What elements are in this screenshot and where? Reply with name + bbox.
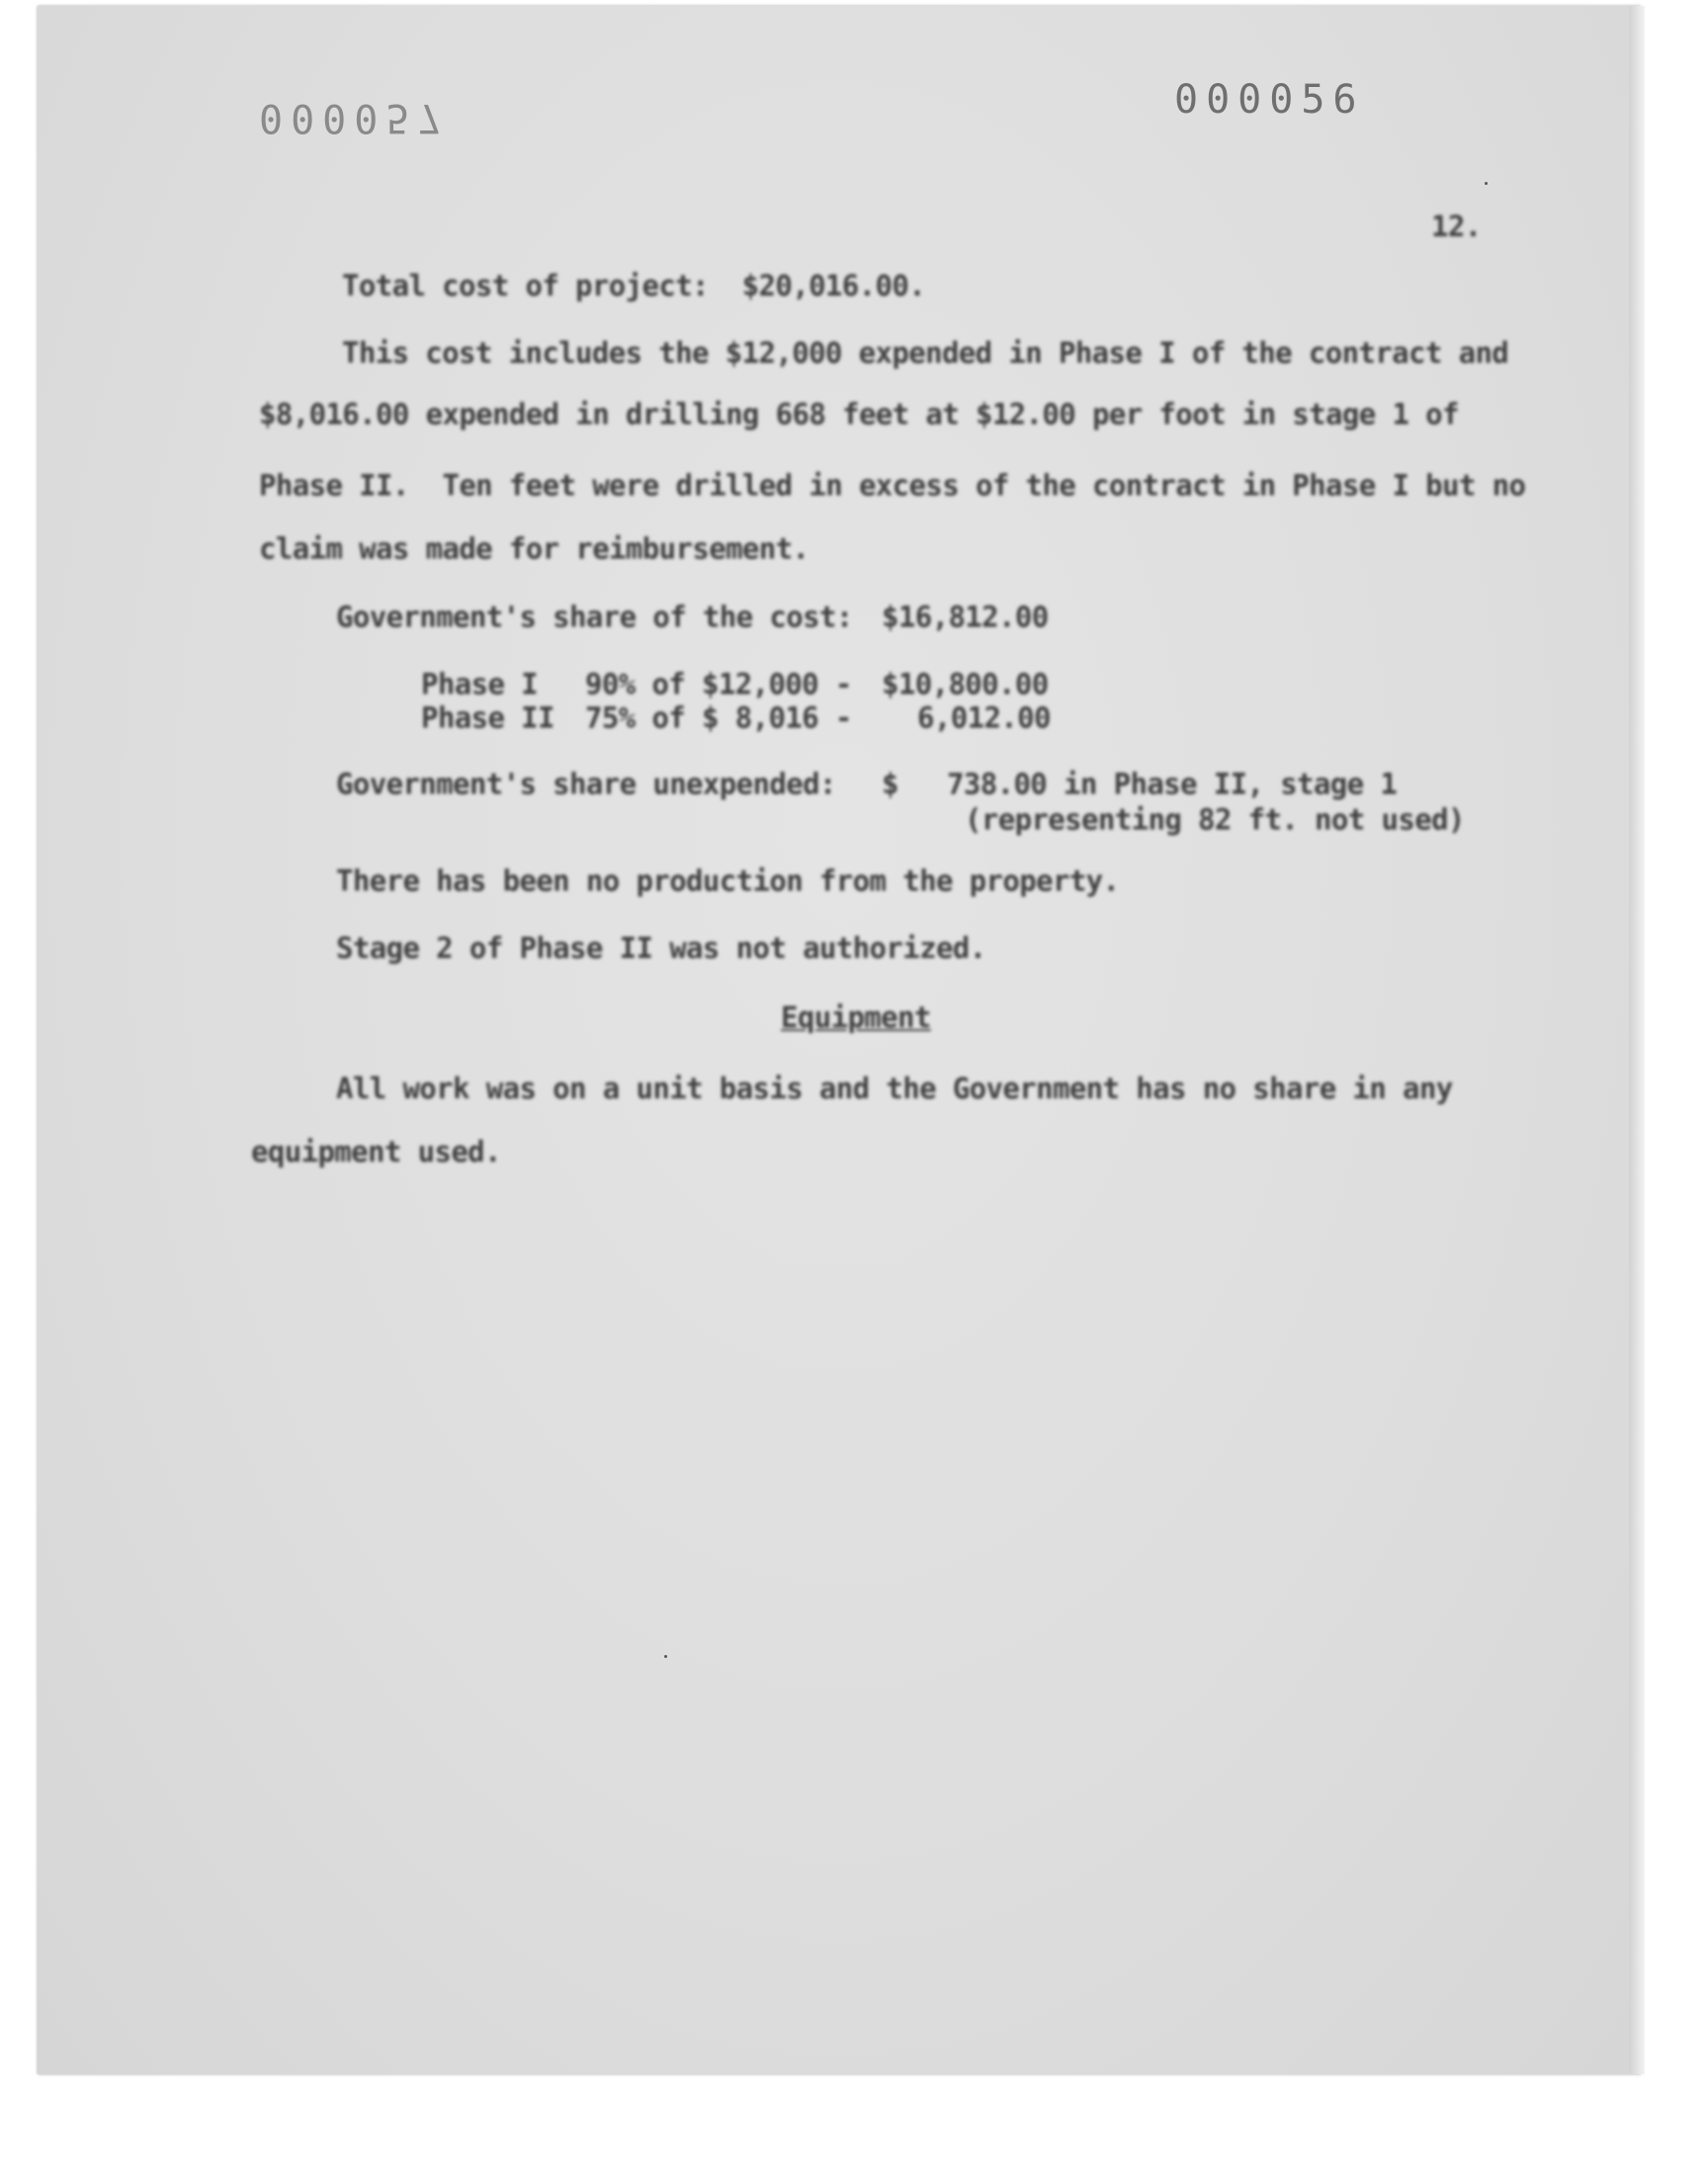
speck-mark (1485, 182, 1488, 185)
phase-row-value: 6,012.00 (917, 701, 1051, 735)
equipment-line: All work was on a unit basis and the Government has no share in any (336, 1072, 1453, 1105)
paragraph-line: $8,016.00 expended in drilling 668 feet at $12.00 per foot in stage 1 of (259, 397, 1459, 431)
paragraph-line: Phase II. Ten feet were drilled in excess of the contract in Phase I but no (259, 469, 1526, 502)
document-page (38, 6, 1641, 2074)
equipment-heading: Equipment (781, 1000, 931, 1034)
speck-mark (664, 1655, 667, 1658)
unexpended-label: Government's share unexpended: (336, 767, 836, 801)
phase-row-name: Phase I (421, 667, 539, 701)
phase-row-name: Phase II (421, 701, 555, 735)
stamp-number-right: 000056 (1174, 77, 1365, 123)
unexpended-value: 738.00 in Phase II, stage 1 (947, 767, 1398, 801)
phase-row-percent: 90% of $12,000 - (585, 667, 852, 701)
paragraph-line: This cost includes the $12,000 expended in Phase I of the contract and (342, 336, 1509, 370)
government-share-label: Government's share of the cost: (336, 600, 853, 634)
phase-row-percent: 75% of $ 8,016 - (585, 701, 852, 735)
unexpended-currency: $ (882, 767, 898, 801)
stamp-number-left: 000057 (259, 95, 450, 140)
equipment-line: equipment used. (251, 1135, 501, 1169)
paragraph-line: claim was made for reimbursement. (259, 532, 810, 566)
phase-row-value: $10,800.00 (882, 667, 1049, 701)
government-share-value: $16,812.00 (882, 600, 1049, 634)
stage2-line: Stage 2 of Phase II was not authorized. (336, 931, 986, 965)
page-number: 12. (1431, 210, 1482, 243)
page-edge (1629, 6, 1645, 2074)
no-production-line: There has been no production from the property. (336, 864, 1120, 898)
total-cost-line: Total cost of project: $20,016.00. (342, 269, 926, 303)
unexpended-note: (representing 82 ft. not used) (965, 803, 1465, 836)
